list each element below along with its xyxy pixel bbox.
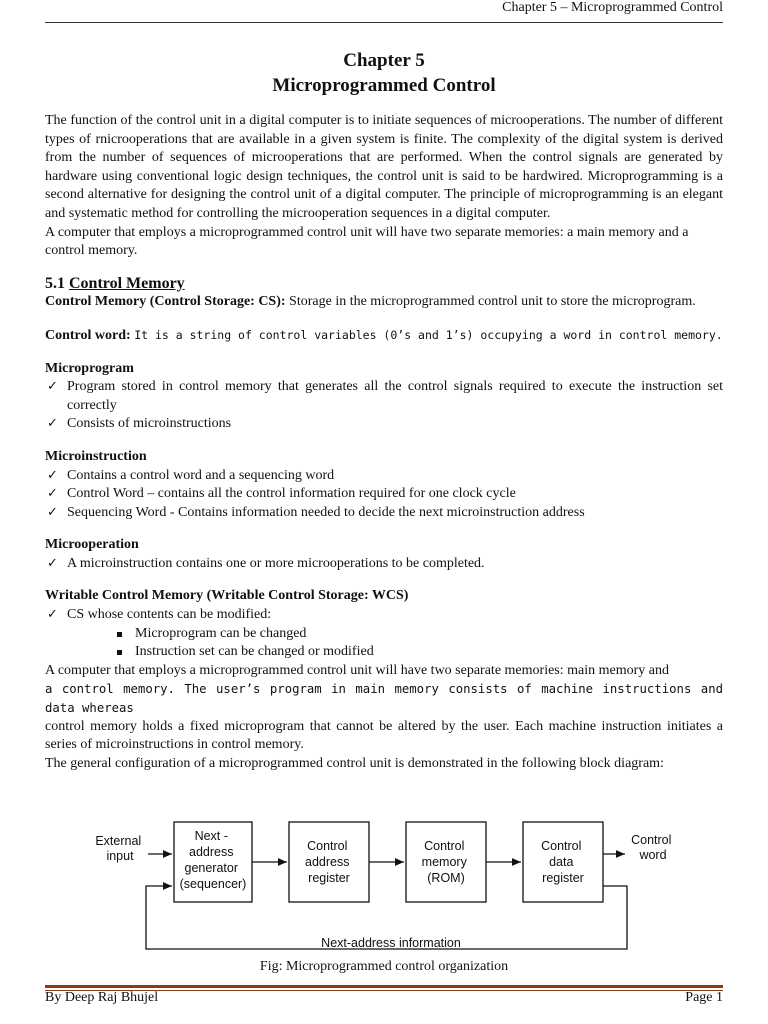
header-rule bbox=[45, 22, 723, 23]
list-item: ✓ CS whose contents can be modified: bbox=[45, 606, 723, 625]
intro-paragraph: The function of the control unit in a digital computer is to initiate sequences of microoperations. The number of different types of rnicrooperations that are available in a given system is finite. The complexity of the digital system is derived from the number of sequences of microoperations that are performed. When the control signals are generated by hardware using conventional logic design techniques, the control unit is said to be hardwired. Microprogramming is a second alternative for designing the control unit of a digital computer. The principle of microprogramming is an elegant and systematic method for controlling the microoperation sequences in a digital computer. bbox=[45, 113, 723, 221]
microoperation-heading: Microoperation bbox=[45, 537, 139, 553]
footer-rule bbox=[45, 985, 723, 988]
intro-paragraph-2: A computer that employs a microprogrammed control unit will have two separate memories: a main memory and a control memory. bbox=[45, 224, 689, 259]
control-address-register-label: Control address register bbox=[305, 839, 350, 885]
cw-definition bbox=[45, 326, 723, 346]
control-memory-label: Control memory (ROM) bbox=[421, 839, 467, 885]
cs-definition bbox=[45, 293, 723, 312]
microinstruction-heading: Microinstruction bbox=[45, 448, 147, 464]
figure-caption: Fig: Microprogrammed control organization bbox=[259, 959, 509, 974]
list-item: ✓ Consists of microinstructions bbox=[45, 415, 723, 434]
control-word-label: Control word bbox=[631, 833, 672, 862]
chapter-title: Microprogrammed Control bbox=[272, 75, 496, 96]
paragraph-line: a control memory. The user’s program in main memory consists of machine instructions and data whereas bbox=[45, 682, 723, 716]
cs-term: Control Memory (Control Storage: CS): bbox=[45, 294, 286, 310]
next-address-info-label: Next-address information bbox=[321, 936, 461, 950]
list-item: ✓ Program stored in control memory that generates all the control signals required to execute the instruction set correctly bbox=[45, 378, 723, 415]
list-item: Instruction set can be changed or modified bbox=[113, 643, 723, 662]
microprogram-heading: Microprogram bbox=[45, 360, 134, 376]
section-heading bbox=[45, 275, 723, 294]
microinstruction-list bbox=[45, 467, 723, 523]
paragraph-line: The general configuration of a microprogrammed control unit is demonstrated in the following block diagram: bbox=[45, 755, 664, 771]
list-item: Microprogram can be changed bbox=[113, 625, 723, 644]
microoperation-list bbox=[45, 555, 723, 574]
footer-author: By Deep Raj Bhujel bbox=[45, 990, 159, 1005]
control-data-register-label: Control data register bbox=[541, 839, 584, 885]
block-diagram bbox=[45, 814, 723, 960]
wcs-list bbox=[45, 606, 723, 625]
wcs-sublist bbox=[45, 625, 723, 662]
page-body bbox=[45, 48, 723, 773]
list-item: ✓ Sequencing Word - Contains information needed to decide the next microinstruction address bbox=[45, 504, 723, 523]
list-item: ✓ Contains a control word and a sequencing word bbox=[45, 467, 723, 486]
paragraph-line: control memory holds a fixed microprogram that cannot be altered by the user. Each machine instruction initiates a series of microinstructions in control memory. bbox=[45, 718, 723, 753]
microprogram-list bbox=[45, 378, 723, 434]
cw-text: It is a string of control variables (0’s and 1’s) occupying a word in control memory. bbox=[134, 327, 723, 342]
section-title: Control Memory bbox=[69, 274, 185, 292]
footer-page-number: Page 1 bbox=[685, 990, 723, 1005]
chapter-number: Chapter 5 bbox=[343, 50, 425, 71]
paragraph-line: A computer that employs a microprogrammed control unit will have two separate memories: main memory and bbox=[45, 662, 669, 678]
external-input-label: External input bbox=[95, 834, 142, 863]
list-item: ✓ A microinstruction contains one or more microoperations to be completed. bbox=[45, 555, 723, 574]
section-number: 5.1 bbox=[45, 274, 65, 292]
cs-text: Storage in the microprogrammed control unit to store the microprogram. bbox=[289, 294, 696, 310]
list-item: ✓ Control Word – contains all the control information required for one clock cycle bbox=[45, 485, 723, 504]
cw-term: Control word: bbox=[45, 327, 131, 343]
sequencer-label: Next - address generator (sequencer) bbox=[179, 829, 247, 891]
running-header: Chapter 5 – Microprogrammed Control bbox=[502, 0, 723, 15]
wcs-heading: Writable Control Memory (Writable Control Storage: WCS) bbox=[45, 588, 409, 604]
